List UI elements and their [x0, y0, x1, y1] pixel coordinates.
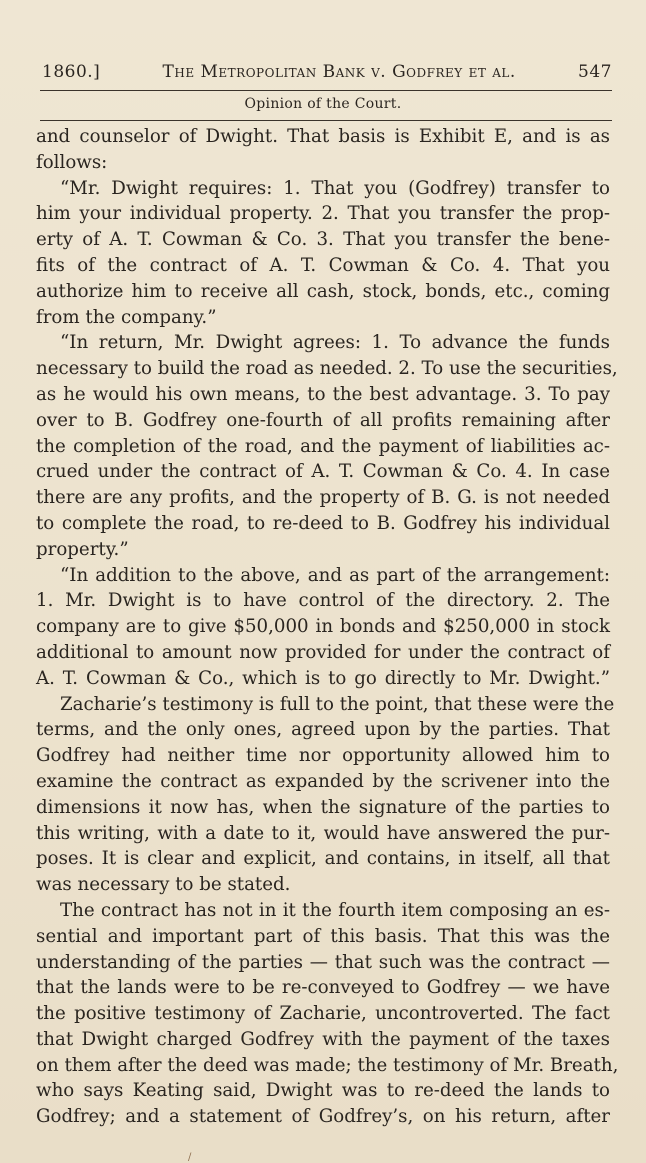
text-line: sential and important part of this basis. That this was the — [36, 925, 610, 947]
text-line: terms, and the only ones, agreed upon by the parties. That — [36, 719, 610, 741]
running-head — [42, 62, 612, 82]
text-line: “In return, Mr. Dwight agrees: 1. To advance the funds — [60, 332, 610, 354]
text-line: necessary to build the road as needed. 2. To use the securities, — [36, 358, 618, 380]
opinion-body — [36, 124, 619, 1130]
text-line: this writing, with a date to it, would have answered the pur- — [36, 822, 610, 844]
text-line: and counselor of Dwight. That basis is Exhibit E, and is as — [36, 126, 610, 147]
text-line: company are to give $50,000 in bonds and $250,000 in stock — [36, 616, 610, 638]
text-line: him your individual property. 2. That you transfer the prop- — [36, 203, 610, 225]
text-line: “In addition to the above, and as part of the arrangement: — [60, 564, 610, 586]
text-line: Godfrey; and a statement of Godfrey’s, on his return, after — [36, 1106, 610, 1128]
text-line: the completion of the road, and the payment of liabilities ac- — [36, 435, 610, 457]
text-line: erty of A. T. Cowman & Co. 3. That you transfer the bene- — [36, 229, 610, 251]
text-line: that Dwight charged Godfrey with the payment of the taxes — [36, 1028, 610, 1050]
ink-mark: / — [188, 1152, 192, 1163]
header-year: 1860.] — [42, 62, 101, 82]
header-rule — [40, 90, 612, 91]
text-line: the positive testimony of Zacharie, uncontroverted. The fact — [36, 1003, 610, 1025]
page-number: 547 — [578, 62, 612, 82]
subheading-rule — [40, 120, 612, 121]
text-line: examine the contract as expanded by the scrivener into the — [36, 770, 610, 792]
text-line: as he would his own means, to the best advantage. 3. To pay — [36, 383, 610, 405]
text-line: over to B. Godfrey one-fourth of all profits remaining after — [36, 409, 610, 431]
text-line: A. T. Cowman & Co., which is to go directly to Mr. Dwight.” — [36, 667, 610, 689]
text-line: who says Keating said, Dwight was to re-deed the lands to — [36, 1080, 610, 1102]
text-line: on them after the deed was made; the testimony of Mr. Breath, — [36, 1054, 619, 1076]
text-line: additional to amount now provided for under the contract of — [36, 641, 610, 663]
text-line: crued under the contract of A. T. Cowman & Co. 4. In case — [36, 461, 610, 483]
text-line: there are any profits, and the property of B. G. is not needed — [36, 487, 610, 509]
text-line: was necessary to be stated. — [36, 874, 291, 896]
text-line: The contract has not in it the fourth item composing an es- — [60, 899, 610, 921]
header-case-title: The Metropolitan Bank v. Godfrey et al. — [162, 62, 516, 82]
text-line: property.” — [36, 538, 129, 560]
text-line: fits of the contract of A. T. Cowman & Co. 4. That you — [36, 254, 610, 276]
text-line: that the lands were to be re-conveyed to Godfrey — we have — [36, 977, 610, 999]
text-line: authorize him to receive all cash, stock, bonds, etc., coming — [36, 280, 610, 302]
text-line: Godfrey had neither time nor opportunity allowed him to — [36, 745, 610, 767]
text-line: “Mr. Dwight requires: 1. That you (Godfrey) transfer to — [60, 177, 610, 199]
text-line: from the company.” — [36, 306, 217, 328]
text-line: to complete the road, to re-deed to B. Godfrey his individual — [36, 512, 610, 534]
text-line: poses. It is clear and explicit, and contains, in itself, all that — [36, 848, 610, 870]
text-line: Zacharie’s testimony is full to the point, that these were the — [60, 693, 615, 715]
text-line: dimensions it now has, when the signature of the parties to — [36, 796, 610, 818]
section-subheading: Opinion of the Court. — [244, 96, 402, 112]
text-line: understanding of the parties — that such was the contract — — [36, 951, 610, 973]
text-line: 1. Mr. Dwight is to have control of the directory. 2. The — [36, 590, 610, 612]
text-line: follows: — [36, 151, 108, 173]
